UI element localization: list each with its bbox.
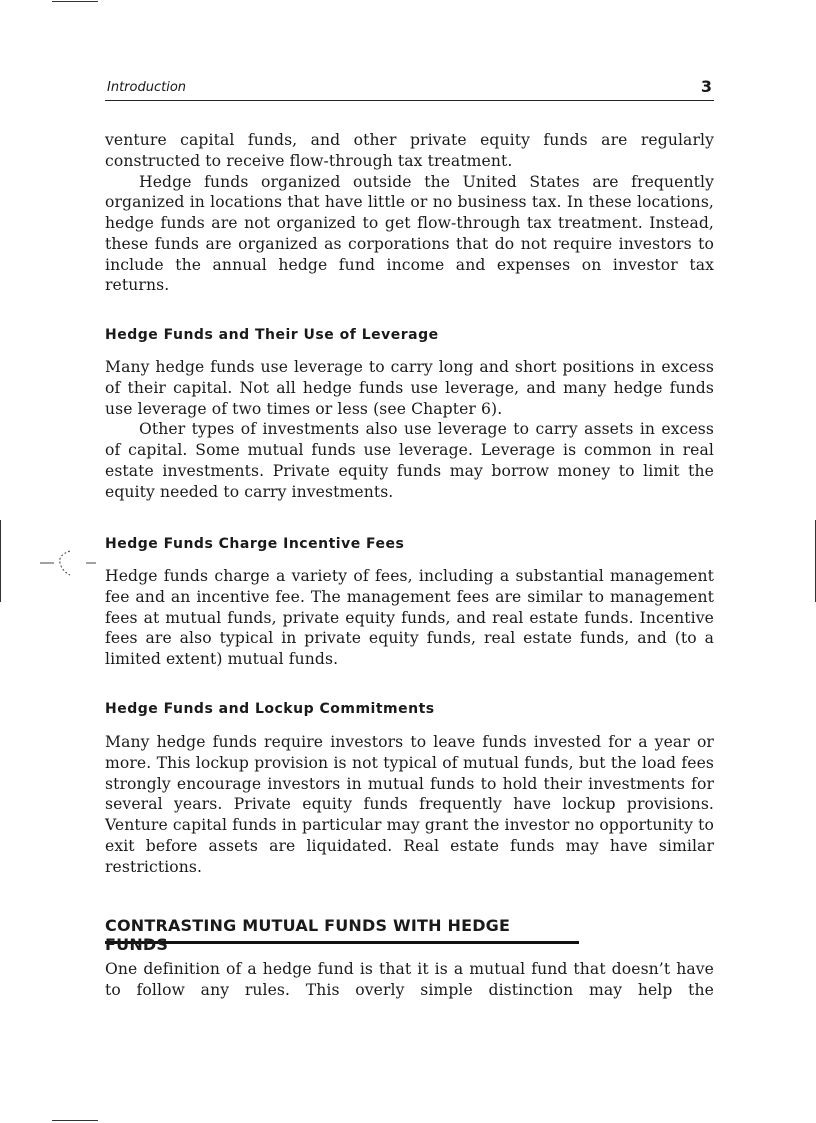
text-block-leverage — [105, 357, 714, 502]
text-block-intro — [105, 130, 714, 296]
paragraph: Many hedge funds require investors to leave funds invested for a year or more. This lockup provision is not typical of mutual funds, but the load fees strongly encourage investors in mutual funds to hold their investments for several years. Private equity funds frequently have lockup provisions. Venture capital funds in particular may grant the investor no opportunity to exit before assets are liquidated. Real estate funds may have similar restrictions. — [105, 733, 714, 876]
crop-mark-left — [0, 520, 1, 602]
running-head: Introduction — [107, 80, 187, 95]
page-header — [105, 76, 714, 101]
subheading-lockup: Hedge Funds and Lockup Commitments — [105, 701, 435, 717]
page-number: 3 — [700, 77, 712, 96]
paragraph: Hedge funds organized outside the United States are frequently organized in locations that have little or no business tax. In these locations, hedge funds are not organized to get flow-through tax treatment. Instead, these funds are organized as corporations that do not require investors to include the annual hedge fund income and expenses on investor tax returns. — [105, 172, 714, 295]
text-block-contrast — [105, 959, 714, 1001]
paragraph: One definition of a hedge fund is that it is a mutual fund that doesn’t have to follow any rules. This overly simple distinction may help the — [105, 960, 714, 999]
registration-mark-icon — [40, 545, 100, 585]
subheading-incentive-fees: Hedge Funds Charge Incentive Fees — [105, 536, 405, 552]
paragraph: venture capital funds, and other private equity funds are regularly constructed to receive flow-through tax treatment. — [105, 131, 714, 170]
section-heading-text: CONTRASTING MUTUAL FUNDS WITH HEDGE FUNDS — [105, 916, 511, 954]
crop-mark-top — [52, 1, 98, 2]
section-heading — [105, 916, 579, 954]
text-block-lockup — [105, 732, 714, 877]
subheading-leverage: Hedge Funds and Their Use of Leverage — [105, 327, 439, 343]
paragraph: Hedge funds charge a variety of fees, including a substantial management fee and an incentive fee. The management fees are similar to management fees at mutual funds, private equity funds, and real estate funds. Incentive fees are also typical in private equity funds, real estate funds, and (to a limited extent) mutual funds. — [105, 567, 714, 668]
paragraph: Other types of investments also use leverage to carry assets in excess of capital. Some mutual funds use leverage. Leverage is common in real estate investments. Private equity funds may borrow money to limit the equity needed to carry investments. — [105, 420, 714, 501]
text-block-fees — [105, 566, 714, 670]
crop-mark-bottom — [52, 1120, 98, 1121]
paragraph: Many hedge funds use leverage to carry long and short positions in excess of their capital. Not all hedge funds use leverage, and many hedge funds use leverage of two times or less (see Chapter 6). — [105, 358, 714, 418]
